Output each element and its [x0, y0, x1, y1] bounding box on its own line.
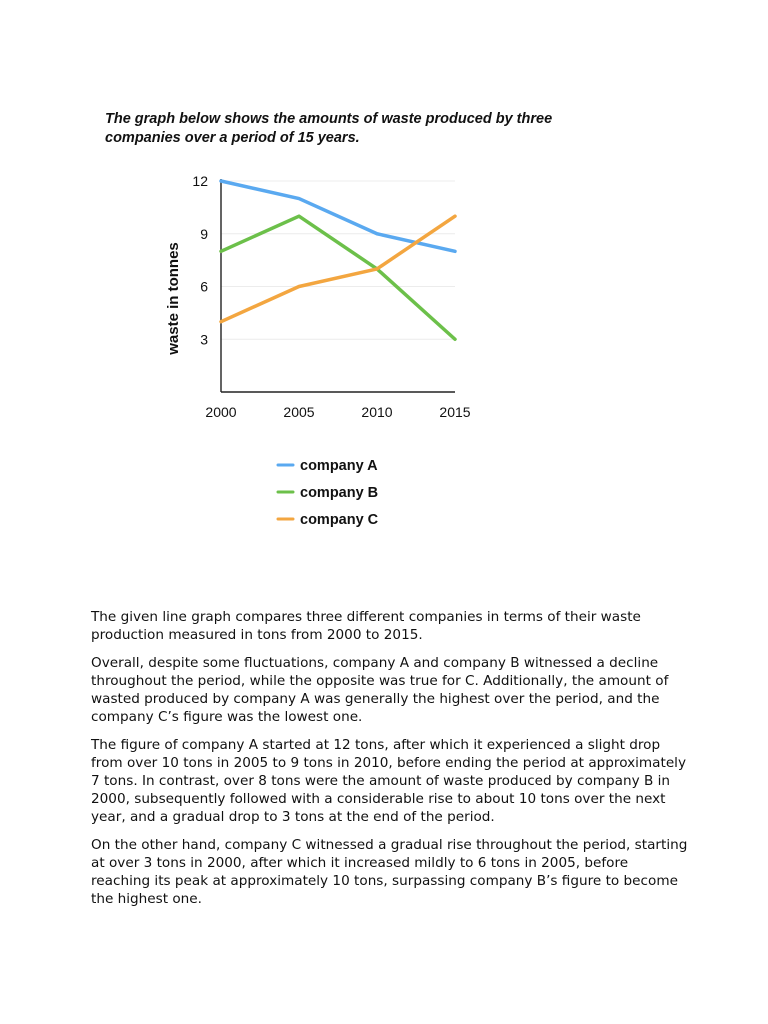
- gridlines: [221, 181, 455, 339]
- x-tick-label: 2010: [361, 404, 393, 420]
- y-axis-label: waste in tonnes: [165, 242, 182, 355]
- legend-label-company-b: company B: [300, 485, 379, 501]
- y-tick-label: 3: [200, 331, 208, 348]
- line-chart: [100, 108, 620, 548]
- y-tick-label: 6: [200, 278, 208, 295]
- article-text: [91, 608, 691, 918]
- paragraph-company-c: On the other hand, company C witnessed a gradual rise throughout the period, starting at over 3 tons in 2000, after which it increased mildly to 6 tons in 2005, before reaching its peak at approximately 10 tons, surpassing company B’s figure to become the highest one.: [91, 837, 688, 907]
- paragraph-intro: The given line graph compares three different companies in terms of their waste production measured in tons from 2000 to 2015.: [91, 609, 641, 643]
- x-tick-labels: [205, 404, 470, 420]
- legend-label-company-c: company C: [300, 512, 379, 528]
- chart-figure: [100, 108, 620, 548]
- x-tick-label: 2000: [205, 404, 237, 420]
- legend-label-company-a: company A: [300, 458, 378, 474]
- paragraph-overview: Overall, despite some fluctuations, company A and company B witnessed a decline throughout the period, while the opposite was true for C. Additionally, the amount of wasted produced by company A was generally the highest over the period, and the company C’s figure was the lowest one.: [91, 655, 669, 725]
- series-lines: [221, 181, 455, 339]
- x-tick-label: 2015: [439, 404, 471, 420]
- paragraph-company-a-b: The figure of company A started at 12 tons, after which it experienced a slight drop from over 10 tons in 2005 to 9 tons in 2010, before ending the period at approximately 7 tons. In contrast, over 8 tons were the amount of waste produced by company B in 2000, subsequently followed with a considerable rise to about 10 tons over the next year, and a gradual drop to 3 tons at the end of the period.: [91, 737, 686, 825]
- x-tick-label: 2005: [283, 404, 315, 420]
- y-tick-labels: [192, 173, 208, 347]
- chart-title: The graph below shows the amounts of waste produced by three companies over a period of 15 years.: [105, 111, 553, 146]
- axes: [221, 179, 455, 392]
- y-tick-label: 12: [192, 173, 208, 189]
- y-tick-label: 9: [200, 225, 208, 242]
- legend: [278, 458, 379, 528]
